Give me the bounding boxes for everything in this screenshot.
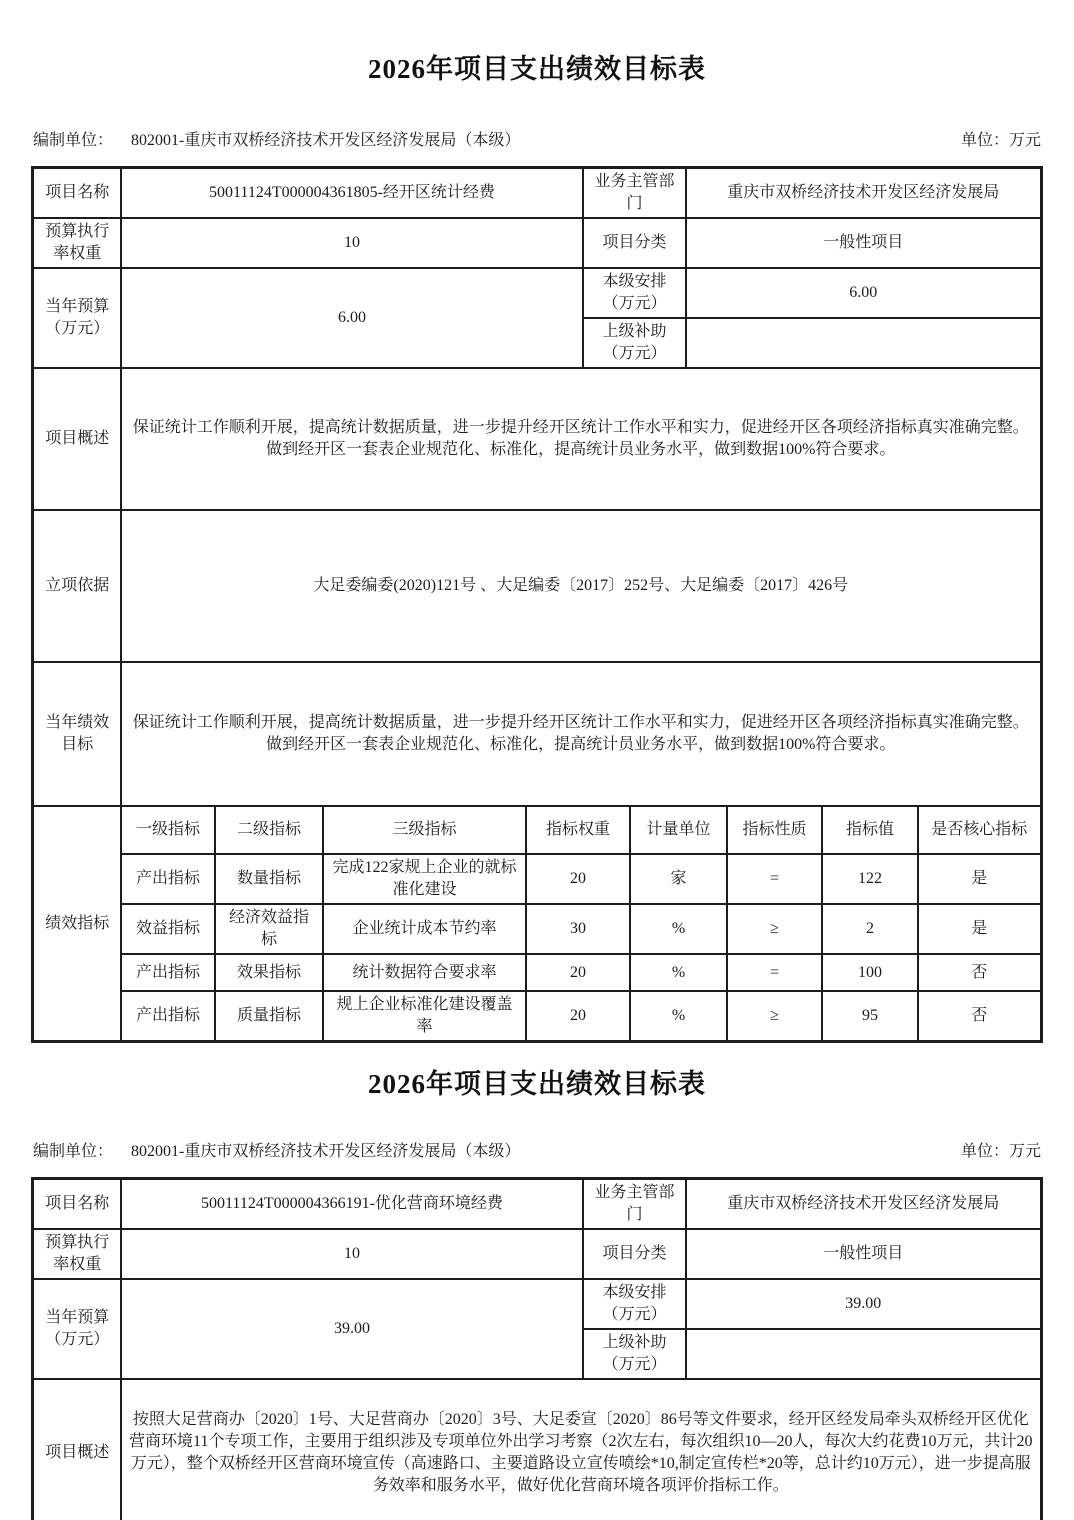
overview-value: 保证统计工作顺利开展，提高统计数据质量，进一步提升经开区统计工作水平和实力，促进经开区各项经济指标真实准确完整。做到经开区一套表企业规范化、标准化，提高统计员业务水平，做到数据100%符合要求。	[121, 368, 1041, 510]
indicator-header-level2: 二级指标	[215, 806, 323, 854]
indicator-level1: 产出指标	[121, 991, 215, 1042]
project-name-value: 50011124T000004361805-经开区统计经费	[121, 168, 583, 219]
indicator-level2: 经济效益指标	[215, 904, 323, 954]
dept-label: 业务主管部门	[583, 168, 686, 219]
indicator-level3: 完成122家规上企业的就标准化建设	[323, 854, 526, 904]
meta-row	[33, 130, 1041, 152]
table-row	[33, 1279, 1041, 1329]
overview-label: 项目概述	[33, 1379, 121, 1520]
indicator-header-row	[33, 806, 1041, 854]
indicator-level1: 效益指标	[121, 904, 215, 954]
project-name-value: 50011124T000004366191-优化营商环境经费	[121, 1179, 583, 1230]
table-row	[33, 218, 1041, 268]
prepared-by-label: 编制单位：	[33, 132, 114, 149]
table-row	[33, 662, 1041, 806]
local-arrangement-label: 本级安排（万元）	[583, 268, 686, 318]
performance-table	[31, 166, 1042, 1043]
indicator-unit: %	[630, 991, 727, 1042]
indicator-level2: 数量指标	[215, 854, 323, 904]
indicator-value: 122	[822, 854, 918, 904]
indicator-core: 否	[918, 991, 1041, 1042]
indicator-nature: ≥	[727, 904, 822, 954]
unit-note: 单位：万元	[960, 1143, 1041, 1160]
indicator-weight: 30	[526, 904, 630, 954]
prepared-by-value: 802001-重庆市双桥经济技术开发区经济发展局（本级）	[131, 132, 521, 149]
prepared-by-value: 802001-重庆市双桥经济技术开发区经济发展局（本级）	[131, 1143, 521, 1160]
year-budget-label: 当年预算（万元）	[33, 268, 121, 368]
superior-subsidy-label: 上级补助（万元）	[583, 318, 686, 368]
table-row	[33, 1229, 1041, 1279]
unit-note: 单位：万元	[960, 132, 1041, 149]
indicator-value: 100	[822, 954, 918, 991]
goal-value: 保证统计工作顺利开展，提高统计数据质量，进一步提升经开区统计工作水平和实力，促进经开区各项经济指标真实准确完整。做到经开区一套表企业规范化、标准化，提高统计员业务水平，做到数据100%符合要求。	[121, 662, 1041, 806]
dept-value: 重庆市双桥经济技术开发区经济发展局	[686, 168, 1041, 219]
dept-label: 业务主管部门	[583, 1179, 686, 1230]
indicator-nature: =	[727, 854, 822, 904]
prepared-by	[33, 130, 520, 152]
report-section-2	[0, 1067, 1074, 1520]
project-name-label: 项目名称	[33, 168, 121, 219]
overview-value: 按照大足营商办〔2020〕1号、大足营商办〔2020〕3号、大足委宣〔2020〕86号等文件要求，经开区经发局牵头双桥经开区优化营商环境11个专项工作，主要用于组织涉及专项单位外出学习考察（2次左右，每次组织10—20人，每次大约花费10万元，共计20万元），整个双桥经开区营商环境宣传（高速路口、主要道路设立宣传喷绘*10,制定宣传栏*20等，总计约10万元），进一步提高服务效率和服务水平，做好优化营商环境各项评价指标工作。	[121, 1379, 1041, 1520]
budget-weight-label: 预算执行率权重	[33, 218, 121, 268]
indicator-core: 否	[918, 954, 1041, 991]
indicator-value: 95	[822, 991, 918, 1042]
table-row	[33, 368, 1041, 510]
year-budget-value: 6.00	[121, 268, 583, 368]
basis-label: 立项依据	[33, 510, 121, 662]
category-value: 一般性项目	[686, 1229, 1041, 1279]
prepared-by	[33, 1141, 520, 1163]
prepared-by-label: 编制单位：	[33, 1143, 114, 1160]
performance-table	[31, 1177, 1042, 1520]
local-arrangement-value: 6.00	[686, 268, 1041, 318]
table-row	[33, 268, 1041, 318]
basis-value: 大足委编委(2020)121号 、大足编委〔2017〕252号、大足编委〔2017〕426号	[121, 510, 1041, 662]
table-row	[33, 1179, 1041, 1230]
indicator-level3: 规上企业标准化建设覆盖率	[323, 991, 526, 1042]
indicator-level3: 企业统计成本节约率	[323, 904, 526, 954]
category-value: 一般性项目	[686, 218, 1041, 268]
indicator-weight: 20	[526, 954, 630, 991]
category-label: 项目分类	[583, 1229, 686, 1279]
indicator-header-value: 指标值	[822, 806, 918, 854]
indicator-row	[33, 854, 1041, 904]
superior-subsidy-value	[686, 1329, 1041, 1379]
indicator-row	[33, 991, 1041, 1042]
indicator-header-level3: 三级指标	[323, 806, 526, 854]
indicator-level1: 产出指标	[121, 854, 215, 904]
indicator-level1: 产出指标	[121, 954, 215, 991]
project-name-label: 项目名称	[33, 1179, 121, 1230]
indicator-value: 2	[822, 904, 918, 954]
page-title: 2026年项目支出绩效目标表	[368, 54, 706, 84]
indicator-level3: 统计数据符合要求率	[323, 954, 526, 991]
indicator-row	[33, 904, 1041, 954]
budget-weight-value: 10	[121, 1229, 583, 1279]
indicator-row	[33, 954, 1041, 991]
indicator-weight: 20	[526, 854, 630, 904]
indicator-header-weight: 指标权重	[526, 806, 630, 854]
indicator-header-level1: 一级指标	[121, 806, 215, 854]
budget-weight-label: 预算执行率权重	[33, 1229, 121, 1279]
year-budget-label: 当年预算（万元）	[33, 1279, 121, 1379]
table-row	[33, 510, 1041, 662]
overview-label: 项目概述	[33, 368, 121, 510]
table-row	[33, 168, 1041, 219]
year-budget-value: 39.00	[121, 1279, 583, 1379]
indicator-unit: %	[630, 904, 727, 954]
indicator-nature: ≥	[727, 991, 822, 1042]
table-row	[33, 1379, 1041, 1520]
indicator-core: 是	[918, 904, 1041, 954]
indicator-nature: =	[727, 954, 822, 991]
indicator-header-unit: 计量单位	[630, 806, 727, 854]
local-arrangement-label: 本级安排（万元）	[583, 1279, 686, 1329]
indicator-header-core: 是否核心指标	[918, 806, 1041, 854]
indicator-level2: 质量指标	[215, 991, 323, 1042]
page-title: 2026年项目支出绩效目标表	[368, 1069, 706, 1099]
indicator-core: 是	[918, 854, 1041, 904]
category-label: 项目分类	[583, 218, 686, 268]
indicator-weight: 20	[526, 991, 630, 1042]
superior-subsidy-label: 上级补助（万元）	[583, 1329, 686, 1379]
local-arrangement-value: 39.00	[686, 1279, 1041, 1329]
dept-value: 重庆市双桥经济技术开发区经济发展局	[686, 1179, 1041, 1230]
indicator-header-nature: 指标性质	[727, 806, 822, 854]
indicator-unit: %	[630, 954, 727, 991]
goal-label: 当年绩效目标	[33, 662, 121, 806]
indicators-label: 绩效指标	[33, 806, 121, 1042]
budget-weight-value: 10	[121, 218, 583, 268]
indicator-level2: 效果指标	[215, 954, 323, 991]
indicator-unit: 家	[630, 854, 727, 904]
meta-row	[33, 1141, 1041, 1163]
superior-subsidy-value	[686, 318, 1041, 368]
